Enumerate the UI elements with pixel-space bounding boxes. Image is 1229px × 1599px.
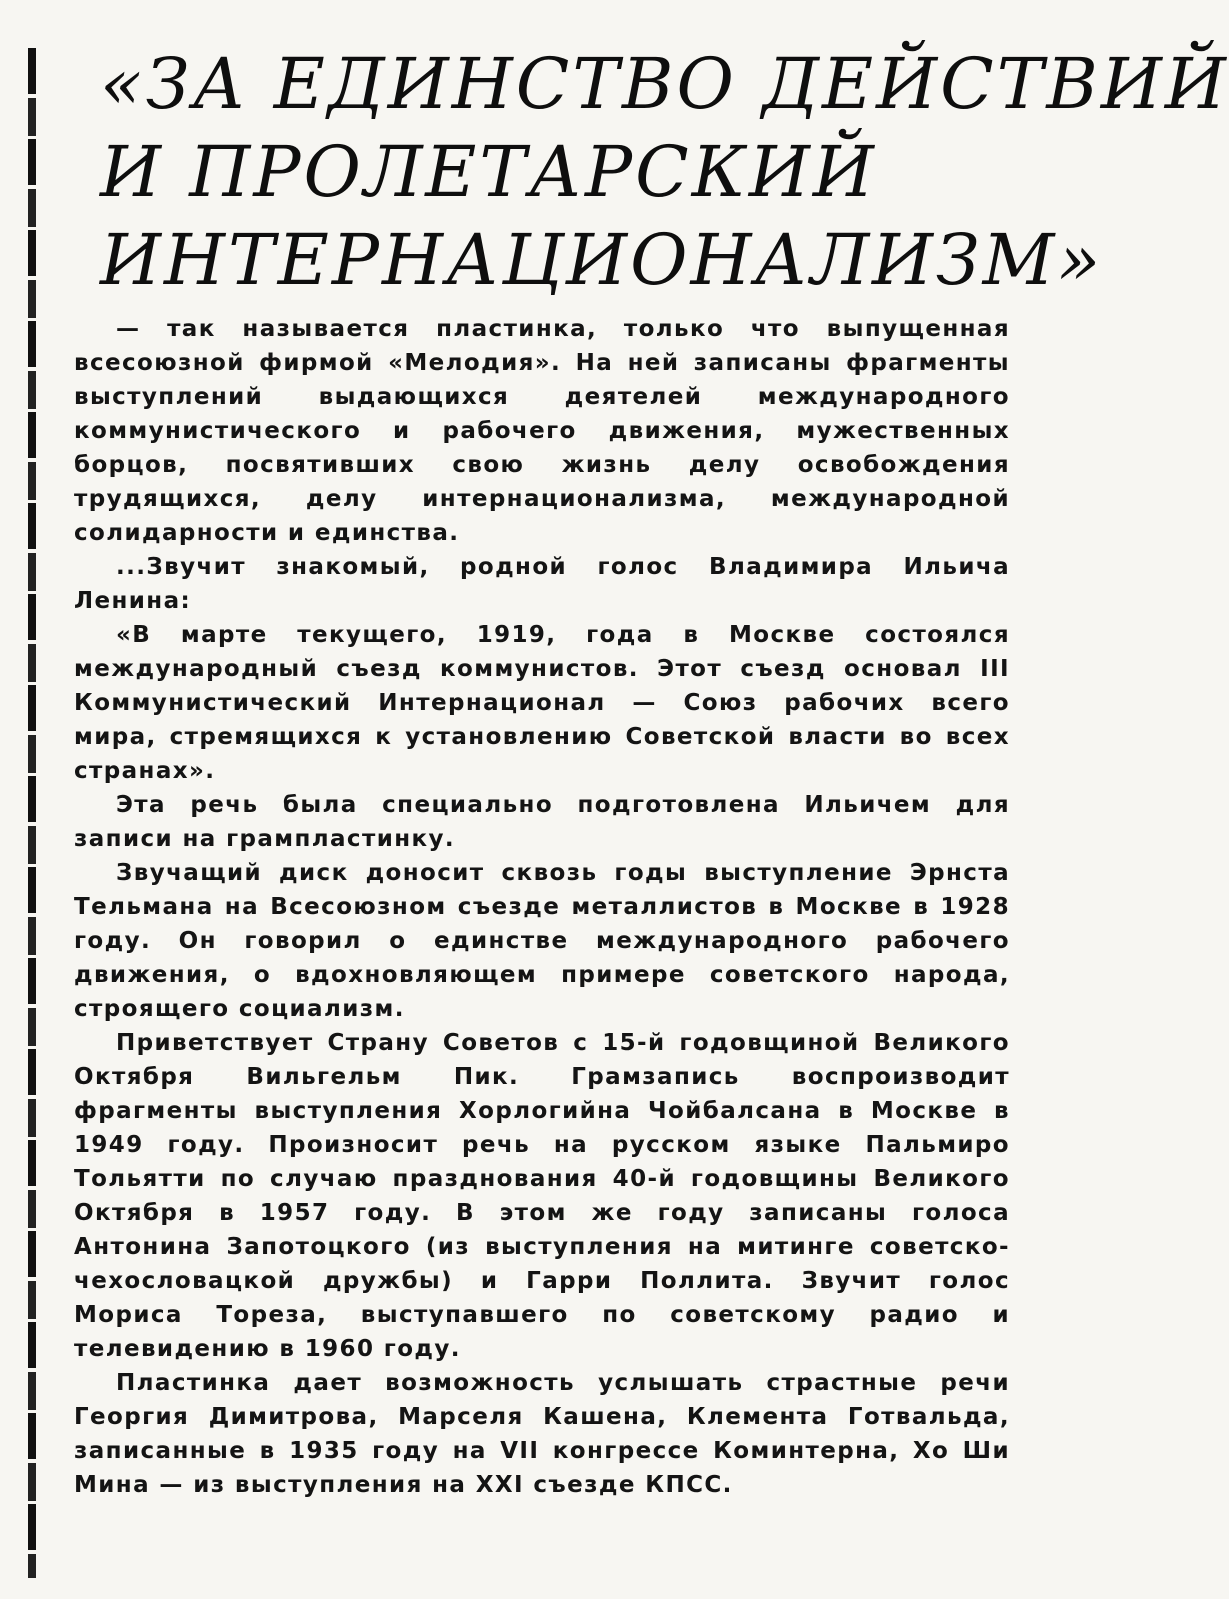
paragraph-speech-note: Эта речь была специально подготовлена Ильичем для записи на грампластинку. [74,792,1010,852]
paragraph-thaelmann: Звучащий диск доносит сквозь годы выступление Эрнста Тельмана на Всесоюзном съезде металлистов в Москве в 1928 году. Он говорил о единстве международного рабочего движения, о вдохновляющем примере советского народа, строящего социализм. [74,860,1010,1022]
article-body [74,312,1010,1502]
paragraph-lenin-intro: ...Звучит знакомый, родной голос Владимира Ильича Ленина: [74,554,1010,614]
paragraph-leaders: Приветствует Страну Советов с 15-й годовщиной Великого Октября Вильгельм Пик. Грамзапись воспроизводит фрагменты выступления Хорлогийна Чойбалсана в Москве в 1949 году. Произносит речь на русском языке Пальмиро Тольятти по случаю празднования 40-й годовщины Великого Октября в 1957 году. В этом же году записаны голоса Антонина Запотоцкого (из выступления на митинге советско-чехословацкой дружбы) и Гарри Поллита. Звучит голос Мориса Тореза, выступавшего по советскому радио и телевидению в 1960 году. [74,1030,1010,1362]
margin-rule [28,48,36,1578]
paragraph-intro: — так называется пластинка, только что выпущенная всесоюзной фирмой «Мелодия». На ней записаны фрагменты выступлений выдающихся деятелей международного коммунистического и рабочего движения, мужественных борцов, посвятивших свою жизнь делу освобождения трудящихся, делу интернационализма, международной солидарности и единства. [74,316,1010,546]
headline-line-3: ИНТЕРНАЦИОНАЛИЗМ» [100,219,1104,301]
headline-line-1: «ЗА ЕДИНСТВО ДЕЙСТВИЙ [100,43,1229,125]
paragraph-lenin-quote: «В марте текущего, 1919, года в Москве состоялся международный съезд коммунистов. Этот съезд основал III Коммунистический Интернационал — Союз рабочих всего мира, стремящихся к установлению Советской власти во всех странах». [74,622,1010,784]
paragraph-closing: Пластинка дает возможность услышать страстные речи Георгия Димитрова, Марселя Кашена, Клемента Готвальда, записанные в 1935 году на VII конгрессе Коминтерна, Хо Ши Мина — из выступления на XXI съезде КПСС. [74,1370,1010,1498]
headline [100,40,1229,304]
headline-line-2: И ПРОЛЕТАРСКИЙ [100,131,877,213]
